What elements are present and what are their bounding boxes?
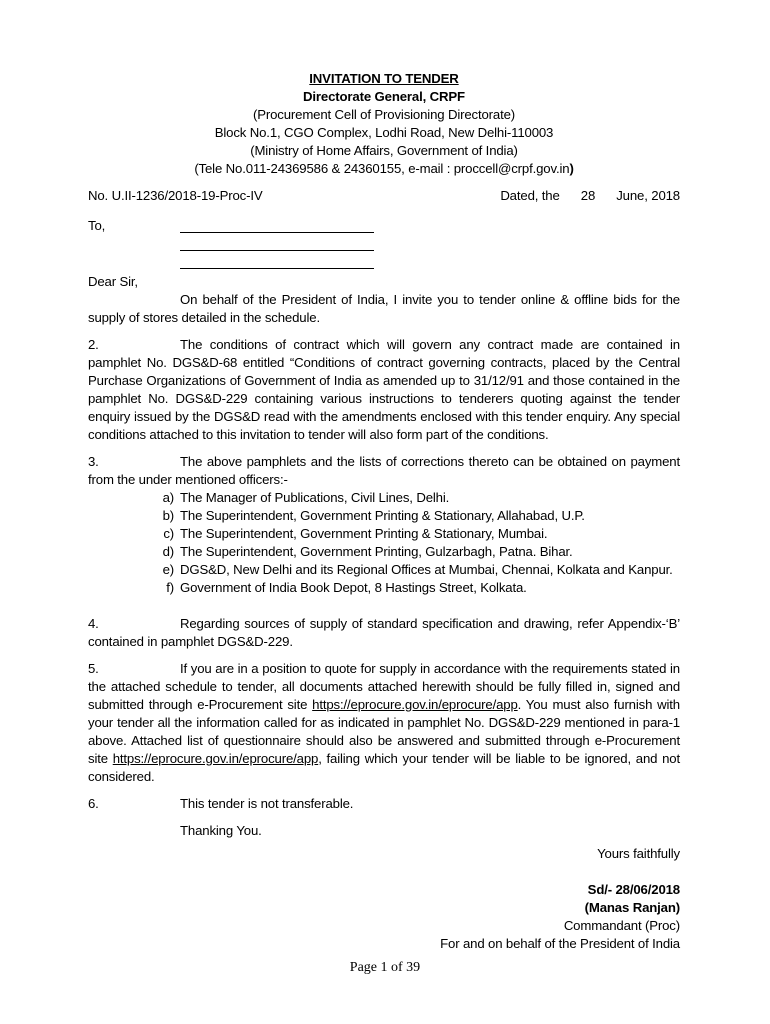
officers-list	[88, 489, 680, 597]
closing: Yours faithfully	[597, 846, 680, 861]
addressee-block	[88, 217, 680, 271]
list-item: d) The Superintendent, Government Printing, Gulzarbagh, Patna. Bihar.	[162, 544, 573, 559]
paragraph-4	[88, 615, 680, 651]
paragraph-1-text: On behalf of the President of India, I invite you to tender online & offline bids for the supply of stores detailed in the schedule.	[88, 292, 680, 325]
paragraph-number: 5.	[88, 661, 99, 676]
paragraph-number: 6.	[88, 796, 99, 811]
contact-close: )	[569, 161, 574, 176]
signatory-behalf: For and on behalf of the President of India	[440, 936, 680, 951]
signatory-designation: Commandant (Proc)	[563, 918, 680, 933]
addressee-blank-line	[180, 250, 374, 251]
to-label: To,	[88, 218, 106, 233]
list-item: e) DGS&D, New Delhi and its Regional Offices at Mumbai, Chennai, Kolkata and Kanpur.	[162, 562, 673, 577]
list-item: f) Government of India Book Depot, 8 Hastings Street, Kolkata.	[166, 580, 527, 595]
paragraph-6	[88, 795, 680, 813]
list-item: b) The Superintendent, Government Printing & Stationary, Allahabad, U.P.	[162, 508, 585, 523]
cell-name: (Procurement Cell of Provisioning Directorate)	[252, 107, 516, 122]
document-title: INVITATION TO TENDER	[309, 71, 459, 86]
list-item: a) The Manager of Publications, Civil Lines, Delhi.	[162, 490, 450, 505]
signatory-name: (Manas Ranjan)	[584, 900, 680, 915]
paragraph-6-text: This tender is not transferable.	[180, 796, 354, 811]
paragraph-2	[88, 336, 680, 444]
paragraph-3	[88, 453, 680, 489]
eprocure-link[interactable]: https://eprocure.gov.in/eprocure/app	[312, 697, 518, 712]
contact-text: (Tele No.011-24369586 & 24360155, e-mail : proccell@crpf.gov.in	[194, 161, 570, 176]
paragraph-number: 4.	[88, 616, 99, 631]
contact-line	[88, 160, 680, 178]
reference-date	[500, 187, 680, 205]
paragraph-2-text: The conditions of contract which will govern any contract made are contained in pamphlet No. DGS&D-68 entitled “Conditions of contract governing contracts, placed by the Central Purchase Organizations of Government of India as amended up to 31/12/91 and those contained in the pamphlet No. DGS&D-229 containing various instructions to tenderers quoting against the tender enquiry issued by the DGS&D read with the amendments enclosed with this tender enquiry. Any special conditions attached to this invitation to tender will also form part of the conditions.	[88, 337, 680, 442]
paragraph-4-text: Regarding sources of supply of standard specification and drawing, refer Appendix-‘B’ contained in pamphlet DGS&D-229.	[88, 616, 680, 649]
reference-number: No. U.II-1236/2018-19-Proc-IV	[88, 188, 263, 203]
paragraph-number: 3.	[88, 454, 99, 469]
salutation: Dear Sir,	[88, 274, 138, 289]
addressee-blank-line	[180, 232, 374, 233]
letter-header	[88, 70, 680, 178]
addressee-blank-line	[180, 268, 374, 269]
document-page	[88, 70, 680, 953]
eprocure-link[interactable]: https://eprocure.gov.in/eprocure/app	[112, 751, 319, 766]
thanks-line: Thanking You.	[180, 823, 262, 838]
signed-date: Sd/- 28/06/2018	[587, 882, 680, 897]
ministry-line: (Ministry of Home Affairs, Government of India)	[250, 143, 518, 158]
paragraph-3-text: The above pamphlets and the lists of corrections thereto can be obtained on payment from the under mentioned officers:-	[88, 454, 680, 487]
organization-name: Directorate General, CRPF	[303, 89, 465, 104]
paragraph-number: 2.	[88, 337, 99, 352]
reference-line	[88, 187, 680, 205]
date-day: 28	[580, 188, 596, 203]
list-item: c) The Superintendent, Government Printing & Stationary, Mumbai.	[163, 526, 548, 541]
date-month-year: June, 2018	[616, 188, 680, 203]
dated-label: Dated, the	[500, 188, 560, 203]
paragraph-1	[88, 291, 680, 327]
page-number: Page 1 of 39	[349, 960, 421, 975]
address-line: Block No.1, CGO Complex, Lodhi Road, New Delhi-110003	[214, 125, 554, 140]
paragraph-5: 5. If you are in a position to quote for supply in accordance with the requirements stated in the attached schedule to tender, all documents attached herewith should be fully filled in, signed and submitted through e-Procurement site https://eprocure.gov.in/eprocure/app. You must also furnish with your tender all the information called for as indicated in pamphlet No. DGS&D-229 mentioned in para-1 above. Attached list of questionnaire should also be answered and submitted through e-Procurement site https://eprocure.gov.in/eprocure/app, failing which your tender will be liable to be ignored, and not considered.	[88, 661, 680, 784]
